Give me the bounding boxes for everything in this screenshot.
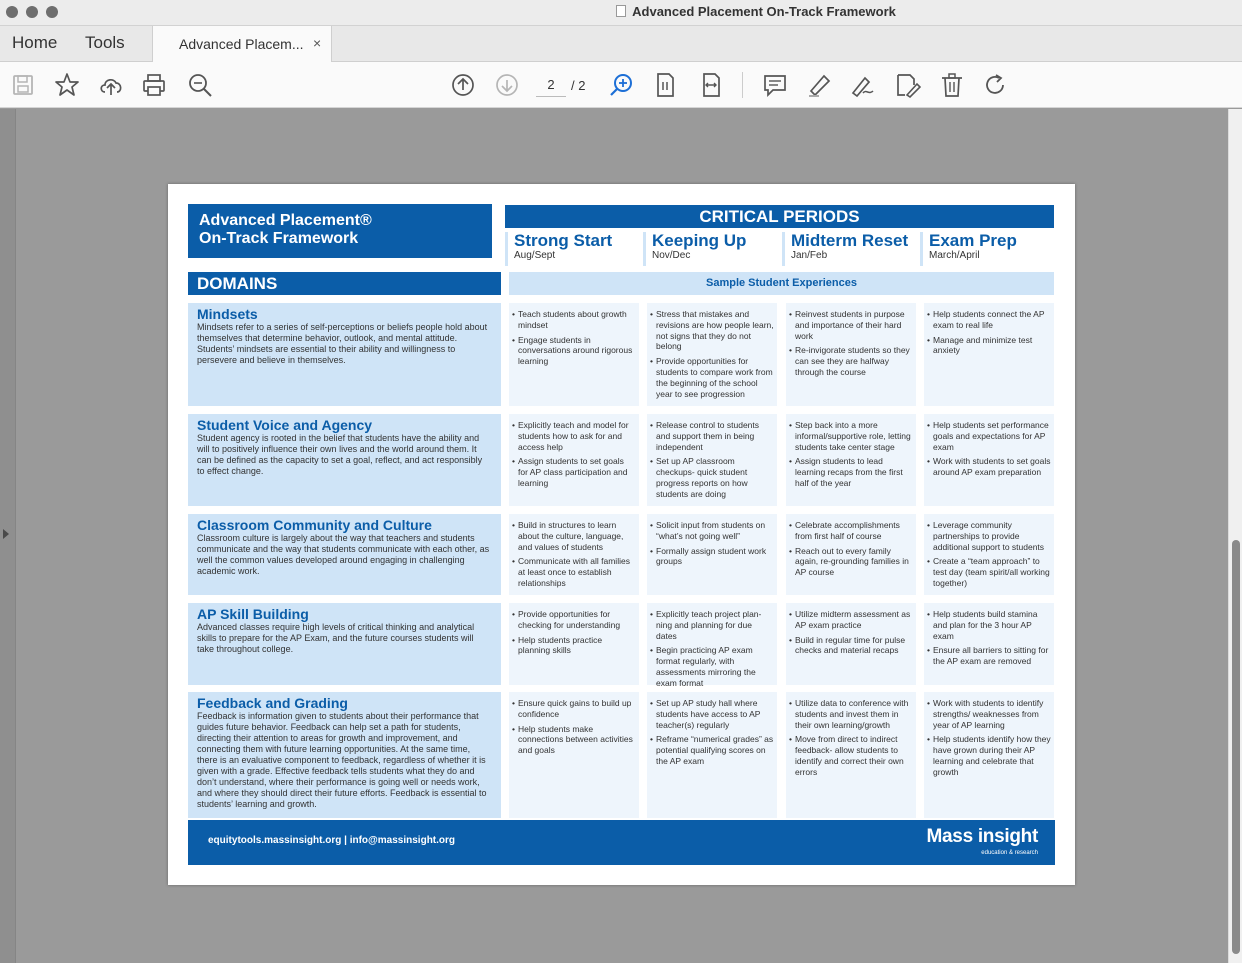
zoom-out-search-button[interactable] <box>186 71 214 99</box>
period-midterm-reset <box>782 232 918 266</box>
domain-description: Mindsets refer to a series of self-perceptions or beliefs people hold about themselves that determine behavior, outlook, and mental attitude. Students’ mindsets are essential to their ability and willingness to persevere and believe in themselves. <box>197 322 488 365</box>
critical-periods-heading: CRITICAL PERIODS <box>505 205 1054 228</box>
period-months: Aug/Sept <box>514 250 556 261</box>
experience-list <box>927 609 1051 667</box>
experience-list <box>650 420 774 500</box>
window-title: Advanced Placement On-Track Framework <box>632 4 896 19</box>
framework-title-line1: Advanced Placement® <box>199 212 372 229</box>
fit-page-button[interactable] <box>651 71 679 99</box>
page-number-input[interactable]: 2 <box>536 73 566 97</box>
period-exam-prep <box>920 232 1056 266</box>
experience-item: • Help students set performance goals and expectations for AP exam <box>927 420 1051 452</box>
magnifier-icon <box>186 71 214 99</box>
experience-list <box>650 309 774 399</box>
experience-list <box>512 420 636 489</box>
experience-item: • Engage students in conversations around rigorous learning <box>512 335 636 367</box>
experience-item: • Solicit input from students on “what’s not going well” <box>650 520 774 542</box>
experience-list <box>789 309 913 378</box>
domain-title: Classroom Community and Culture <box>197 517 432 533</box>
experience-cell <box>647 692 777 818</box>
experience-item: • Reframe “numerical grades” as potential qualifying scores on the AP exam <box>650 734 774 766</box>
page-footer <box>188 820 1055 865</box>
experience-cell <box>509 603 639 685</box>
experience-item: • Teach students about growth mindset <box>512 309 636 331</box>
experience-cell <box>509 692 639 818</box>
toolbar <box>0 62 1242 108</box>
tab-tools[interactable]: Tools <box>85 33 125 52</box>
save-icon <box>9 71 37 99</box>
domain-title: Mindsets <box>197 306 258 322</box>
tab-home[interactable]: Home <box>12 33 58 52</box>
sample-experiences-heading: Sample Student Experiences <box>509 272 1054 295</box>
experience-item: • Build in structures to learn about the culture, language, and values of students <box>512 520 636 552</box>
domain-description: Feedback is information given to students about their performance that guides future behavior. Feedback can help set a path for students, directing their attention to areas for growth and improvement, and connecting them with future learning opportunities. At the same time, there is an evaluative component to feedback, regardless of whether it is given with a grade. Effective feedback tells students what they do and don’t understand, where their performance is going well or needs work, and where they should direct their future efforts. Feedback is essential to students’ learning and growth. <box>197 711 487 809</box>
printer-icon <box>140 71 168 99</box>
experience-item: • Manage and minimize test anxiety <box>927 335 1051 357</box>
zoom-button[interactable] <box>608 71 636 99</box>
close-tab-icon[interactable]: × <box>313 35 322 51</box>
experience-cell <box>647 303 777 406</box>
experience-list <box>927 520 1051 589</box>
experience-cell <box>924 514 1054 595</box>
experience-cell <box>647 414 777 506</box>
experience-list <box>789 420 913 489</box>
edit-text-button[interactable] <box>893 71 921 99</box>
experience-item: • Formally assign student work groups <box>650 546 774 568</box>
print-button[interactable] <box>140 71 168 99</box>
experience-cell <box>786 692 916 818</box>
experience-item: • Help students build stamina and plan for the 3 hour AP exam <box>927 609 1051 641</box>
page-total: / 2 <box>571 78 586 93</box>
experience-cell <box>924 692 1054 818</box>
experience-item: • Stress that mistakes and revisions are how people learn, not signs that they do not belong <box>650 309 774 352</box>
period-keeping-up <box>643 232 779 266</box>
comment-icon <box>761 71 789 99</box>
tab-bar <box>0 26 1242 62</box>
experience-item: • Set up AP classroom checkups- quick student progress reports on how students are doing <box>650 456 774 499</box>
experience-list <box>927 420 1051 478</box>
experience-item: • Celebrate accomplishments from first half of course <box>789 520 913 542</box>
domain-title: Feedback and Grading <box>197 695 348 711</box>
toolbar-divider <box>742 72 743 98</box>
framework-title <box>188 204 492 258</box>
experience-list <box>789 609 913 656</box>
domain-cell <box>188 414 501 506</box>
framework-title-line2: On-Track Framework <box>199 230 359 247</box>
experience-item: • Reach out to every family again, re-grounding families in AP course <box>789 546 913 578</box>
experience-cell <box>647 514 777 595</box>
domain-description: Student agency is rooted in the belief that students have the ability and will to positively influence their own lives and the world around them. It can be defined as the capacity to set a goal, reflect, and act responsibly to effect change. <box>197 433 483 476</box>
experience-cell <box>786 603 916 685</box>
experience-item: • Begin practicing AP exam format regularly, with assessments mirroring the exam format <box>650 645 774 688</box>
fit-width-button[interactable] <box>697 71 725 99</box>
trash-icon <box>938 71 966 99</box>
experience-item: • Assign students to set goals for AP class participation and learning <box>512 456 636 488</box>
upload-button[interactable] <box>97 71 125 99</box>
experience-item: • Communicate with all families at least once to establish relationships <box>512 556 636 588</box>
save-button[interactable] <box>9 71 37 99</box>
domain-cell <box>188 303 501 406</box>
experience-item: • Ensure all barriers to sitting for the AP exam are removed <box>927 645 1051 667</box>
experience-item: • Move from direct to indirect feedback- allow students to identify and correct their own errors <box>789 734 913 777</box>
domain-title: Student Voice and Agency <box>197 417 373 433</box>
footer-links[interactable]: equitytools.massinsight.org | info@massinsight.org <box>208 835 456 846</box>
experience-item: • Build in regular time for pulse checks and material recaps <box>789 635 913 657</box>
experience-item: • Assign students to lead learning recaps from the first half of the year <box>789 456 913 488</box>
experience-cell <box>647 603 777 688</box>
experience-list <box>789 698 913 778</box>
domain-cell <box>188 692 501 818</box>
sign-button[interactable] <box>848 71 876 99</box>
domain-description: Classroom culture is largely about the way that teachers and students communicate and the way that students communicate with each other, as well the common values developed around engaging in challenging academic work. <box>197 533 490 576</box>
highlight-button[interactable] <box>805 71 833 99</box>
experience-item: • Explicitly teach project plan-ning and planning for due dates <box>650 609 774 641</box>
experience-item: • Utilize midterm assessment as AP exam practice <box>789 609 913 631</box>
fit-width-icon <box>697 71 725 99</box>
domain-description: Advanced classes require high levels of critical thinking and analytical skills to prepare for the AP Exam, and the future courses students will take throughout college. <box>197 622 475 654</box>
experience-cell <box>509 303 639 406</box>
period-name: Exam Prep <box>929 231 1017 250</box>
experience-cell <box>786 414 916 506</box>
experience-list <box>650 609 774 689</box>
experience-cell <box>924 303 1054 406</box>
experience-item: • Create a “team approach” to test day (team spirit/all working together) <box>927 556 1051 588</box>
experience-list <box>512 520 636 589</box>
experience-item: • Help students connect the AP exam to real life <box>927 309 1051 331</box>
period-name: Midterm Reset <box>791 231 909 250</box>
experience-item: • Help students identify how they have grown during their AP learning and celebrate that growth <box>927 734 1051 777</box>
window-title-wrap <box>0 4 1242 19</box>
experience-list <box>789 520 913 578</box>
experience-cell <box>924 603 1054 685</box>
experience-item: • Set up AP study hall where students have access to AP teacher(s) regularly <box>650 698 774 730</box>
bookmark-button[interactable] <box>53 71 81 99</box>
next-page-button[interactable] <box>493 71 521 99</box>
document-tab-label: Advanced Placem... <box>179 36 304 52</box>
experience-item: • Reinvest students in purpose and importance of their hard work <box>789 309 913 341</box>
experience-item: • Work with students to set goals around AP exam preparation <box>927 456 1051 478</box>
rotate-icon <box>981 71 1009 99</box>
experience-item: • Leverage community partnerships to provide additional support to students <box>927 520 1051 552</box>
experience-cell <box>786 514 916 595</box>
pen-sign-icon <box>848 71 876 99</box>
experience-item: • Release control to students and support them in being independent <box>650 420 774 452</box>
comment-button[interactable] <box>761 71 789 99</box>
domain-cell <box>188 603 501 685</box>
experience-item: • Ensure quick gains to build up confidence <box>512 698 636 720</box>
star-icon <box>53 71 81 99</box>
expand-panel-icon <box>3 529 9 539</box>
period-name: Keeping Up <box>652 231 747 250</box>
arrow-up-circle-icon <box>449 71 477 99</box>
fit-page-icon <box>651 71 679 99</box>
domain-title: AP Skill Building <box>197 606 309 622</box>
previous-page-button[interactable] <box>449 71 477 99</box>
experience-cell <box>924 414 1054 506</box>
period-strong-start <box>505 232 641 266</box>
experience-list <box>512 309 636 367</box>
experience-list <box>650 520 774 567</box>
highlighter-icon <box>805 71 833 99</box>
vertical-scrollbar[interactable] <box>1228 109 1242 963</box>
experience-item: • Step back into a more informal/supportive role, letting students take center stage <box>789 420 913 452</box>
zoom-icon <box>608 71 636 99</box>
domain-cell <box>188 514 501 595</box>
sidebar-toggle[interactable] <box>0 109 16 963</box>
experience-item: • Re-invigorate students so they can see they are halfway through the course <box>789 345 913 377</box>
experience-cell <box>509 514 639 595</box>
document-icon <box>616 5 626 17</box>
experience-list <box>512 698 636 756</box>
title-bar <box>0 0 1242 26</box>
experience-item: • Provide opportunities for checking for understanding <box>512 609 636 631</box>
period-months: March/April <box>929 250 980 261</box>
domains-heading: DOMAINS <box>188 272 501 295</box>
arrow-down-circle-icon <box>493 71 521 99</box>
cloud-upload-icon <box>97 71 125 99</box>
tab-document[interactable] <box>152 26 332 63</box>
delete-button[interactable] <box>938 71 966 99</box>
scroll-thumb[interactable] <box>1232 540 1240 954</box>
period-name: Strong Start <box>514 231 613 250</box>
mass-insight-logo: Mass insight <box>926 826 1038 847</box>
period-months: Nov/Dec <box>652 250 691 261</box>
experience-item: • Utilize data to conference with students and invest them in their own learning/growth <box>789 698 913 730</box>
experience-item: • Help students practice planning skills <box>512 635 636 657</box>
experience-list <box>512 609 636 656</box>
rotate-button[interactable] <box>981 71 1009 99</box>
pdf-page <box>168 184 1075 885</box>
logo-tagline: education & research <box>981 850 1038 856</box>
edit-document-icon <box>893 71 921 99</box>
experience-item: • Explicitly teach and model for students how to ask for and access help <box>512 420 636 452</box>
experience-cell <box>786 303 916 406</box>
experience-item: • Work with students to identify strengths/ weaknesses from year of AP learning <box>927 698 1051 730</box>
period-months: Jan/Feb <box>791 250 828 261</box>
experience-list <box>650 698 774 767</box>
experience-cell <box>509 414 639 506</box>
experience-item: • Provide opportunities for students to compare work from the beginning of the school year to see progression <box>650 356 774 399</box>
experience-list <box>927 698 1051 778</box>
experience-item: • Help students make connections between activities and goals <box>512 724 636 756</box>
experience-list <box>927 309 1051 356</box>
